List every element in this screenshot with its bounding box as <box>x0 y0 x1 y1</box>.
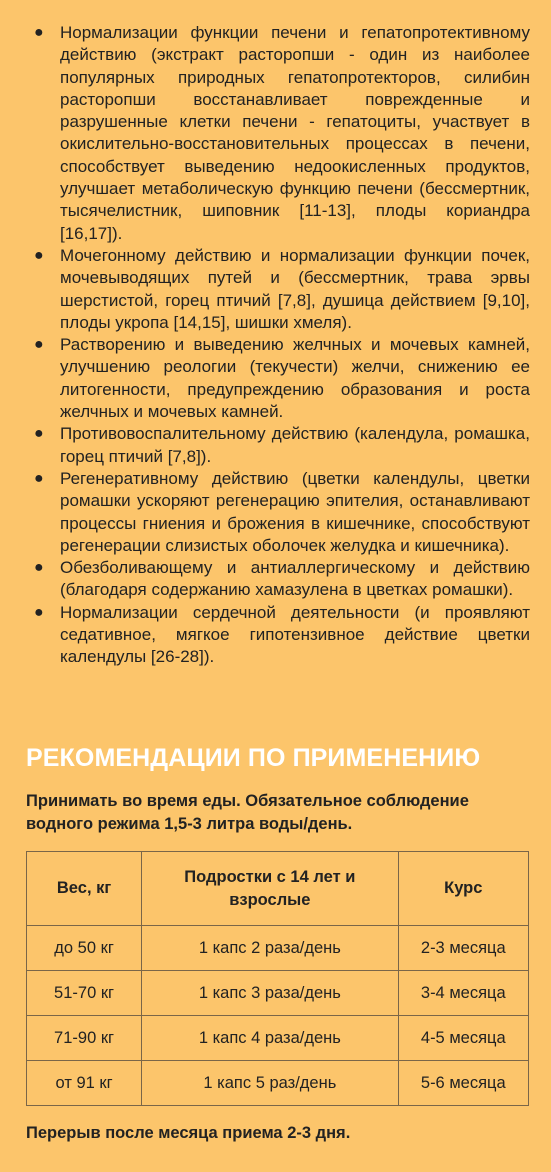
benefits-list <box>34 22 530 669</box>
bullet-icon: ● <box>34 246 44 264</box>
list-item <box>34 423 530 468</box>
table-row <box>27 1061 529 1106</box>
table-cell: 71-90 кг <box>27 1016 142 1061</box>
bullet-icon: ● <box>34 559 44 577</box>
bullet-icon: ● <box>34 603 44 621</box>
table-cell: 1 капс 4 раза/день <box>142 1016 398 1061</box>
table-row <box>27 926 529 971</box>
bullet-icon: ● <box>34 425 44 443</box>
table-row <box>27 1016 529 1061</box>
table-cell: 1 капс 2 раза/день <box>142 926 398 971</box>
list-item <box>34 557 530 602</box>
bullet-icon: ● <box>34 336 44 354</box>
section-title: РЕКОМЕНДАЦИИ ПО ПРИМЕНЕНИЮ <box>26 744 481 772</box>
table-cell: от 91 кг <box>27 1061 142 1106</box>
break-note: Перерыв после месяца приема 2-3 дня. <box>26 1124 351 1142</box>
table-cell: 51-70 кг <box>27 971 142 1016</box>
dosage-table <box>26 851 529 1106</box>
list-item-text: Нормализации сердечной деятельности (и проявляют седативное, мягкое гипотензивное действие цветки календулы [26-28]). <box>60 602 530 667</box>
column-header-dose: Подростки с 14 лет и взрослые <box>142 852 398 926</box>
table-row <box>27 971 529 1016</box>
list-item-text: Регенеративному действию (цветки календулы, цветки ромашки ускоряют регенерацию эпителия, останавливают процессы гниения и брожения в кишечнике, способствуют регенерации слизистых оболочек желудка и кишечника). <box>60 468 530 555</box>
list-item <box>34 22 530 245</box>
table-cell: до 50 кг <box>27 926 142 971</box>
list-item-text: Противовоспалительному действию (календула, ромашка, горец птичий [7,8]). <box>60 424 530 466</box>
table-header-row <box>27 852 529 926</box>
usage-intro: Принимать во время еды. Обязательное соблюдение водного режима 1,5-3 литра воды/день. <box>26 792 469 833</box>
column-header-weight: Вес, кг <box>27 852 142 926</box>
table-cell: 2-3 месяца <box>398 926 528 971</box>
table-cell: 1 капс 5 раз/день <box>142 1061 398 1106</box>
table-cell: 5-6 месяца <box>398 1061 528 1106</box>
table-cell: 3-4 месяца <box>398 971 528 1016</box>
list-item <box>34 334 530 423</box>
list-item <box>34 468 530 557</box>
list-item-text: Мочегонному действию и нормализации функции почек, мочевыводящих путей и (бессмертник, трава эрвы шерстистой, горец птичий [7,8], душица действием [9,10], плоды укропа [14,15], шишки хмеля). <box>60 245 530 332</box>
table-cell: 1 капс 3 раза/день <box>142 971 398 1016</box>
list-item-text: Обезболивающему и антиаллергическому и действию (благодаря содержанию хамазулена в цветках ромашки). <box>60 558 530 600</box>
column-header-course: Курс <box>398 852 528 926</box>
bullet-icon: ● <box>34 24 44 41</box>
list-item <box>34 602 530 669</box>
list-item <box>34 245 530 334</box>
table-cell: 4-5 месяца <box>398 1016 528 1061</box>
list-item-text: Нормализации функции печени и гепатопротективному действию (экстракт расторопши - один из наиболее популярных природных гепатопротекторов, силибин расторопши восстанавливает поврежденные и разрушенные клетки печени - гепатоциты, участвует в окислительно-восстановительных процессах в печени, способствует выведению недоокисленных продуктов, улучшает метаболическую функцию печени (бессмертник, тысячелистник, шиповник [11-13], плоды кориандра [16,17]). <box>60 23 530 243</box>
bullet-icon: ● <box>34 469 44 487</box>
list-item-text: Растворению и выведению желчных и мочевых камней, улучшению реологии (текучести) желчи, снижению ее литогенности, предупреждению образования и роста желчных и мочевых камней. <box>60 335 530 422</box>
